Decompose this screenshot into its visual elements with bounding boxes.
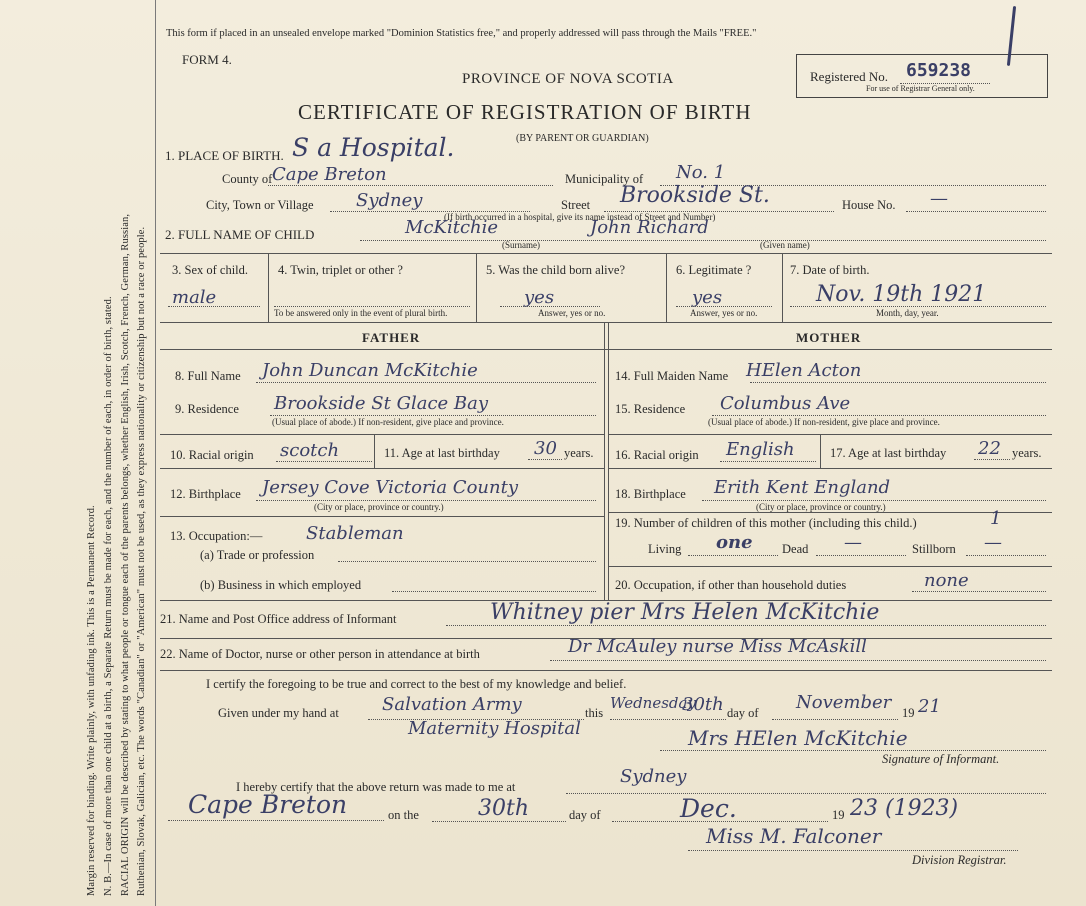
legitimate-label: 6. Legitimate ? xyxy=(676,263,752,277)
racial-note-1: RACIAL ORIGIN will be described by stating to what people or tongue each of the parents belongs, whether English, Irish, Scotch, French, German, Russian, xyxy=(120,213,131,896)
dots xyxy=(772,719,898,720)
given-year-value: 21 xyxy=(918,696,941,717)
form-number: FORM 4. xyxy=(182,52,232,67)
father-residence-value: Brookside St Glace Bay xyxy=(274,393,489,414)
dots xyxy=(360,240,1046,241)
registrar-place-value: Sydney xyxy=(620,766,687,787)
father-years-label: years. xyxy=(564,446,594,460)
father-name-value: John Duncan McKitchie xyxy=(262,360,478,381)
street-value: Brookside St. xyxy=(620,183,770,208)
given-name-caption: (Given name) xyxy=(760,240,810,250)
divider xyxy=(160,322,1052,323)
place-of-birth-label: 1. PLACE OF BIRTH. xyxy=(165,148,284,163)
dots xyxy=(688,850,1018,851)
this-label: this xyxy=(585,706,604,720)
mother-heading: MOTHER xyxy=(796,330,862,345)
date-of-birth-value: Nov. 19th 1921 xyxy=(816,282,987,307)
municipality-label: Municipality of xyxy=(565,172,644,186)
doctor-label: 22. Name of Doctor, nurse or other person in attendance at birth xyxy=(160,647,480,661)
registered-label: Registered No. xyxy=(810,69,888,84)
living-label: Living xyxy=(648,542,682,556)
dots xyxy=(268,185,553,186)
dots xyxy=(906,211,1046,212)
alive-value: yes xyxy=(524,287,555,308)
legitimate-value: yes xyxy=(692,287,723,308)
child-given-name: John Richard xyxy=(590,217,709,238)
divider xyxy=(160,468,604,469)
dots xyxy=(168,820,384,821)
informant-label: 21. Name and Post Office address of Informant xyxy=(160,612,397,626)
registrar-signature: Miss M. Falconer xyxy=(706,824,882,848)
city-value: Sydney xyxy=(356,190,423,211)
divider xyxy=(160,434,604,435)
children-count-value: 1 xyxy=(990,508,1002,529)
given-day-value: 30th xyxy=(682,694,724,715)
legitimate-caption: Answer, yes or no. xyxy=(690,308,758,318)
house-number-label: House No. xyxy=(842,198,896,212)
registrar-day-value: 30th xyxy=(478,796,530,821)
father-residence-label: 9. Residence xyxy=(175,402,239,416)
mother-age-label: 17. Age at last birthday xyxy=(830,446,947,460)
mother-residence-value: Columbus Ave xyxy=(720,393,851,414)
registrar-on-the-label: on the xyxy=(388,808,419,822)
dots xyxy=(566,793,1046,794)
father-birthplace-label: 12. Birthplace xyxy=(170,487,241,501)
father-heading: FATHER xyxy=(362,330,421,345)
divider xyxy=(608,512,1052,513)
mother-race-label: 16. Racial origin xyxy=(615,448,699,462)
doctor-value: Dr McAuley nurse Miss McAskill xyxy=(568,636,867,657)
business-label: (b) Business in which employed xyxy=(200,578,362,592)
given-month-value: November xyxy=(796,692,892,713)
divider xyxy=(608,434,1052,435)
mother-residence-caption: (Usual place of abode.) If non-resident, give place and province. xyxy=(708,417,940,427)
county-label: County of xyxy=(222,172,273,186)
date-of-birth-label: 7. Date of birth. xyxy=(790,263,870,277)
given-place-value-2: Maternity Hospital xyxy=(408,718,581,739)
father-birthplace-caption: (City or place, province or country.) xyxy=(314,502,444,512)
father-name-label: 8. Full Name xyxy=(175,369,241,383)
dots xyxy=(256,382,596,383)
certify-statement: I certify the foregoing to be true and correct to the best of my knowledge and belief. xyxy=(206,677,627,691)
mother-race-value: English xyxy=(726,439,795,460)
living-value: one xyxy=(716,532,753,553)
given-year-prefix: 19 xyxy=(902,706,915,720)
municipality-value: No. 1 xyxy=(676,162,726,183)
informant-signature: Mrs HElen McKitchie xyxy=(688,726,908,750)
divider xyxy=(160,670,1052,671)
house-number-value: — xyxy=(930,188,948,209)
divider xyxy=(782,253,783,322)
mother-years-label: years. xyxy=(1012,446,1042,460)
children-count-label: 19. Number of children of this mother (including this child.) xyxy=(615,516,917,530)
dots xyxy=(688,555,778,556)
twin-label: 4. Twin, triplet or other ? xyxy=(278,263,403,277)
alive-label: 5. Was the child born alive? xyxy=(486,263,626,277)
divider xyxy=(820,434,821,468)
dots xyxy=(660,750,1046,751)
dots xyxy=(392,591,596,592)
mother-occupation-label: 20. Occupation, if other than household duties xyxy=(615,578,847,592)
dots xyxy=(256,500,596,501)
divider xyxy=(608,468,1052,469)
father-occupation-value: Stableman xyxy=(306,523,404,544)
stillborn-label: Stillborn xyxy=(912,542,956,556)
given-day-of-label: day of xyxy=(727,706,759,720)
divider xyxy=(160,253,1052,254)
dots xyxy=(816,555,906,556)
divider xyxy=(160,349,1052,350)
dead-label: Dead xyxy=(782,542,809,556)
dots xyxy=(966,555,1046,556)
registrar-statement: I hereby certify that the above return was made to me at xyxy=(236,780,516,794)
mother-birthplace-label: 18. Birthplace xyxy=(615,487,686,501)
divider xyxy=(666,253,667,322)
hospital-note: (If birth occurred in a hospital, give its name instead of Street and Number) xyxy=(444,212,716,222)
registrar-use-note: For use of Registrar General only. xyxy=(866,84,975,93)
margin-rule xyxy=(155,0,156,906)
dots xyxy=(274,306,470,307)
mother-birthplace-value: Erith Kent England xyxy=(714,477,891,498)
father-age-value: 30 xyxy=(534,438,557,459)
mother-birthplace-caption: (City or place, province or country.) xyxy=(756,502,886,512)
dots xyxy=(610,719,670,720)
dots xyxy=(168,306,260,307)
dots xyxy=(338,561,596,562)
dots xyxy=(974,459,1010,460)
dots xyxy=(672,719,726,720)
dots xyxy=(676,306,772,307)
dots xyxy=(712,415,1046,416)
registrar-caption: Division Registrar. xyxy=(912,853,1007,867)
dots xyxy=(500,306,600,307)
surname-caption: (Surname) xyxy=(502,240,540,250)
county-value: Cape Breton xyxy=(272,164,387,185)
racial-note-2: Ruthenian, Slovak, Galician, etc. The words "Canadian" or "American" must not be used, as they express nationality or citizenship but not a race or people. xyxy=(136,226,147,896)
father-residence-caption: (Usual place of abode.) If non-resident, give place and province. xyxy=(272,417,504,427)
father-occupation-label: 13. Occupation:— xyxy=(170,529,263,543)
dots xyxy=(550,660,1046,661)
city-label: City, Town or Village xyxy=(206,198,314,212)
trade-label: (a) Trade or profession xyxy=(200,548,315,562)
divider xyxy=(268,253,269,322)
sex-value: male xyxy=(172,287,217,308)
dots xyxy=(528,459,562,460)
dots xyxy=(446,625,1046,626)
dots xyxy=(702,500,1046,501)
sex-label: 3. Sex of child. xyxy=(172,263,249,277)
street-label: Street xyxy=(561,198,591,212)
stillborn-value: — xyxy=(984,532,1002,553)
mother-name-value: HElen Acton xyxy=(746,360,862,381)
father-age-label: 11. Age at last birthday xyxy=(384,446,500,460)
nb-note: N. B.—In case of more than one child at a birth, a Separate Return must be made for each, and the number of each, in order of birth, stated. xyxy=(103,296,114,896)
by-parent-note: (BY PARENT OR GUARDIAN) xyxy=(516,133,649,144)
weekday-value: Wednesday xyxy=(610,694,696,712)
given-under-hand-label: Given under my hand at xyxy=(218,706,339,720)
registered-number: 659238 xyxy=(906,60,972,81)
mother-age-value: 22 xyxy=(978,438,1001,459)
father-race-value: scotch xyxy=(280,440,340,461)
child-surname: McKitchie xyxy=(405,217,499,238)
dots xyxy=(270,415,596,416)
informant-signature-caption: Signature of Informant. xyxy=(882,752,1000,766)
mother-name-label: 14. Full Maiden Name xyxy=(615,369,729,383)
twin-caption: To be answered only in the event of plural birth. xyxy=(274,308,448,318)
dots xyxy=(912,591,1046,592)
father-race-label: 10. Racial origin xyxy=(170,448,254,462)
alive-caption: Answer, yes or no. xyxy=(538,308,606,318)
dead-value: — xyxy=(844,532,862,553)
mother-occupation-value: none xyxy=(924,570,969,591)
date-caption: Month, day, year. xyxy=(876,308,939,318)
divider xyxy=(160,516,604,517)
divider xyxy=(476,253,477,322)
divider xyxy=(608,566,1052,567)
dots xyxy=(276,461,372,462)
given-place-value: Salvation Army xyxy=(382,694,522,715)
registrar-year-prefix: 19 xyxy=(832,808,845,822)
child-name-label: 2. FULL NAME OF CHILD xyxy=(165,227,315,242)
registrar-county-value: Cape Breton xyxy=(188,790,348,819)
margin-note: Margin reserved for binding. Write plainly, with unfading ink. This is a Permanent Record. xyxy=(86,505,97,896)
divider xyxy=(608,322,609,600)
registrar-day-of-label: day of xyxy=(569,808,601,822)
informant-value: Whitney pier Mrs Helen McKitchie xyxy=(490,600,880,625)
dots xyxy=(432,821,566,822)
place-of-birth-value: S a Hospital. xyxy=(292,133,455,162)
dots xyxy=(790,306,1046,307)
dots xyxy=(720,461,816,462)
province-heading: PROVINCE OF NOVA SCOTIA xyxy=(462,71,674,87)
divider xyxy=(374,434,375,468)
divider xyxy=(604,322,605,600)
registrar-year-value: 23 (1923) xyxy=(850,796,959,821)
mother-residence-label: 15. Residence xyxy=(615,402,686,416)
certificate-title: CERTIFICATE OF REGISTRATION OF BIRTH xyxy=(298,100,752,124)
father-birthplace-value: Jersey Cove Victoria County xyxy=(262,477,519,498)
envelope-note: This form if placed in an unsealed envelope marked "Dominion Statistics free," and properly addressed will pass through the Mails "FREE." xyxy=(166,28,757,39)
dots xyxy=(750,382,1046,383)
registrar-month-value: Dec. xyxy=(680,794,737,823)
